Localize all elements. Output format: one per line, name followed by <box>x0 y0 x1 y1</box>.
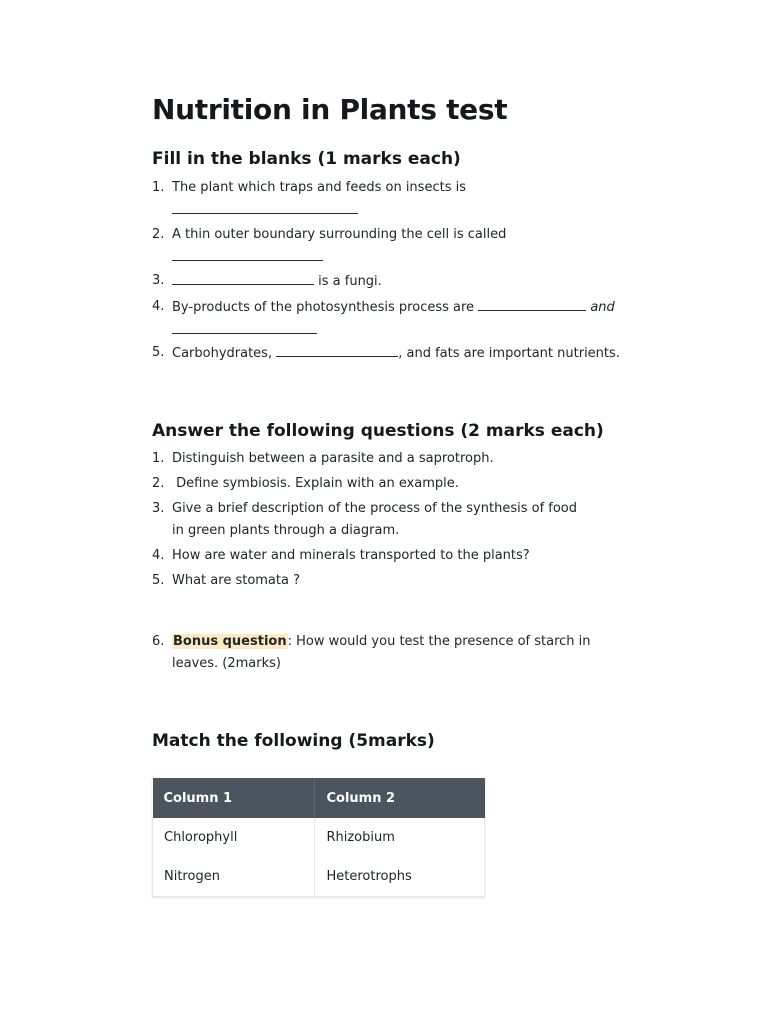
list-item-bonus <box>152 631 622 675</box>
list-item <box>152 473 622 495</box>
item-number: 3. <box>152 501 165 516</box>
answer-blank[interactable] <box>172 270 314 285</box>
item-text: How are water and minerals transported to the plants? <box>172 548 530 563</box>
item-number: 1. <box>152 451 165 466</box>
item-number: 5. <box>152 573 165 588</box>
table-cell: Rhizobium <box>315 818 485 857</box>
item-number: 6. <box>152 634 165 649</box>
bonus-highlight: Bonus question <box>173 634 287 649</box>
answer-blank[interactable] <box>172 246 323 261</box>
list-item <box>152 224 622 261</box>
item-number: 3. <box>152 273 165 288</box>
table-row <box>153 857 485 897</box>
item-text <box>172 270 622 293</box>
item-number: 5. <box>152 345 165 360</box>
section-heading-answer-questions: Answer the following questions (2 marks each) <box>152 421 604 441</box>
answer-blank[interactable] <box>172 199 358 214</box>
table-row <box>153 818 485 857</box>
list-item <box>152 177 622 214</box>
item-text-after: is a fungi. <box>314 274 382 289</box>
section-heading-fill-blanks: Fill in the blanks (1 marks each) <box>152 149 461 169</box>
list-item <box>152 296 622 334</box>
item-text <box>172 631 592 675</box>
item-text-and: and <box>590 300 615 315</box>
item-text <box>172 296 622 319</box>
list-item <box>152 570 622 592</box>
list-item <box>152 270 622 293</box>
bonus-text: : How would you test the presence of starch in leaves. (2marks) <box>172 634 591 671</box>
item-text: The plant which traps and feeds on insects is <box>172 180 466 195</box>
table-cell: Heterotrophs <box>315 857 485 897</box>
answer-blank[interactable] <box>172 319 317 334</box>
list-item <box>152 448 622 470</box>
item-text <box>172 342 622 365</box>
item-number: 4. <box>152 299 165 314</box>
item-text: A thin outer boundary surrounding the cell is called <box>172 227 507 242</box>
item-text-before: By-products of the photosynthesis process are <box>172 300 479 315</box>
item-text: Define symbiosis. Explain with an example. <box>172 476 459 491</box>
item-text: Give a brief description of the process of the synthesis of food in green plants through a diagram. <box>172 501 578 538</box>
item-text: Distinguish between a parasite and a saprotroph. <box>172 451 494 466</box>
table-header-row <box>153 778 485 818</box>
list-item <box>152 498 622 542</box>
match-table <box>152 778 485 897</box>
item-text-before: Carbohydrates, <box>172 346 277 361</box>
answer-blank[interactable] <box>276 342 398 357</box>
list-item <box>152 545 622 567</box>
item-number: 4. <box>152 548 165 563</box>
item-text: What are stomata ? <box>172 573 300 588</box>
item-number: 1. <box>152 180 165 195</box>
section-heading-match: Match the following (5marks) <box>152 731 435 751</box>
page-title: Nutrition in Plants test <box>152 93 508 126</box>
table-cell: Nitrogen <box>153 857 315 897</box>
column-header: Column 1 <box>153 778 315 818</box>
item-number: 2. <box>152 227 165 242</box>
list-item <box>152 342 622 365</box>
item-number: 2. <box>152 476 165 491</box>
answer-blank[interactable] <box>478 296 586 311</box>
column-header: Column 2 <box>315 778 485 818</box>
item-text-after: , and fats are important nutrients. <box>398 346 620 361</box>
table-cell: Chlorophyll <box>153 818 315 857</box>
